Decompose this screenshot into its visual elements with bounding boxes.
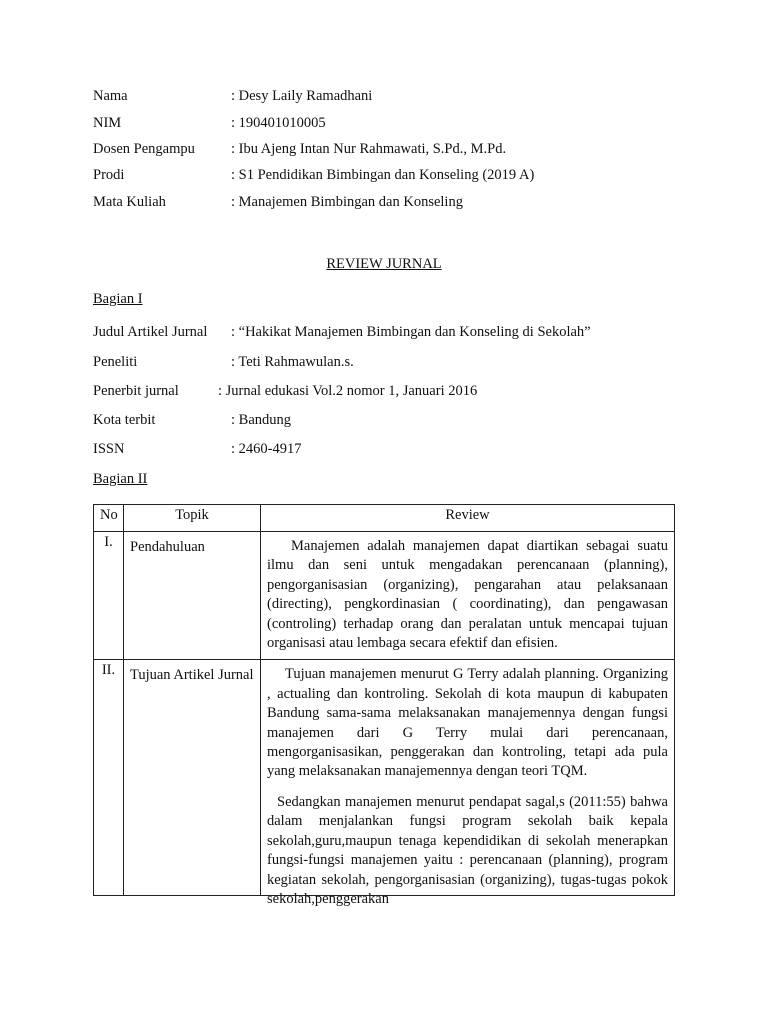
review-paragraph: Tujuan manajemen menurut G Terry adalah planning. Organizing , actualing dan kontroling. Sekolah di kota maupun di kabupaten Bandung sama-sama melaksanakan manajemennya dengan fungsi manajemen dari G Terry mulai dari perencanaan, mengorganisasikan, penggerakan dan kontroling, tetapi ada pula yang melaksanakan manajemennya dengan teori TQM. [267, 666, 668, 780]
nama-value: : Desy Laily Ramadhani [231, 88, 373, 104]
judul-label: Judul Artikel Jurnal [93, 324, 208, 340]
prodi-row [93, 167, 535, 184]
matkul-value: : Manajemen Bimbingan dan Konseling [231, 194, 463, 210]
matkul-row [93, 194, 463, 211]
header-topik: Topik [124, 505, 261, 532]
dosen-row [93, 141, 507, 158]
kota-label: Kota terbit [93, 412, 156, 428]
row-review [261, 532, 675, 660]
nama-row [93, 88, 373, 105]
kota-row [93, 412, 292, 429]
table-row [94, 660, 675, 895]
issn-row [93, 441, 302, 458]
prodi-label: Prodi [93, 167, 125, 183]
review-table [93, 504, 675, 907]
judul-value: : “Hakikat Manajemen Bimbingan dan Konseling di Sekolah” [231, 324, 591, 340]
peneliti-value: : Teti Rahmawulan.s. [231, 354, 354, 370]
review-paragraph: Sedangkan manajemen menurut pendapat sagal,s (2011:55) bahwa dalam menjalankan fungsi program sekolah baik kepala sekolah,guru,maupun tenaga kependidikan di sekolah menerapkan fungsi-fungsi manajemen yaitu : perencanaan (planning), program kegiatan sekolah, pengorganisasian (organizing), tugas-tugas pokok sekolah,penggerakan [267, 793, 668, 907]
page-title: REVIEW JURNAL [326, 256, 442, 272]
review-paragraph: Manajemen adalah manajemen dapat diartikan sebagai suatu ilmu dan seni untuk mengadakan perencanaan (planning), pengorganisasian (organizing), pengarahan atau pelaksanaan (directing), pengkordinasian ( coordinating), dan pengawasan (controling) terhadap orang dan peralatan untuk mencapai tujuan organisasi atau lembaga secara efektif dan efisien. [267, 538, 668, 652]
row-topik: Tujuan Artikel Jurnal [124, 660, 261, 895]
nim-label: NIM [93, 115, 122, 131]
dosen-label: Dosen Pengampu [93, 141, 195, 157]
penerbit-row [93, 383, 478, 400]
issn-label: ISSN [93, 441, 125, 457]
dosen-value: : Ibu Ajeng Intan Nur Rahmawati, S.Pd., M.Pd. [231, 141, 507, 157]
penerbit-label: Penerbit jurnal [93, 383, 179, 399]
table-header-row [94, 505, 675, 532]
kota-value: : Bandung [231, 412, 292, 428]
row-topik: Pendahuluan [124, 532, 261, 660]
bagian2-heading: Bagian II [93, 471, 148, 487]
row-no: II. [94, 660, 124, 895]
header-review: Review [261, 505, 675, 532]
row-no: I. [94, 532, 124, 660]
prodi-value: : S1 Pendidikan Bimbingan dan Konseling (2019 A) [231, 167, 535, 183]
peneliti-row [93, 354, 354, 371]
issn-value: : 2460-4917 [231, 441, 302, 457]
header-no: No [94, 505, 124, 532]
table-row [94, 532, 675, 660]
row-review [261, 660, 675, 907]
matkul-label: Mata Kuliah [93, 194, 166, 210]
penerbit-value: : Jurnal edukasi Vol.2 nomor 1, Januari 2016 [218, 383, 478, 399]
nama-label: Nama [93, 88, 128, 104]
bagian1-heading: Bagian I [93, 291, 143, 307]
nim-value: : 190401010005 [231, 115, 326, 131]
judul-row [93, 324, 591, 341]
peneliti-label: Peneliti [93, 354, 138, 370]
nim-row [93, 115, 326, 132]
